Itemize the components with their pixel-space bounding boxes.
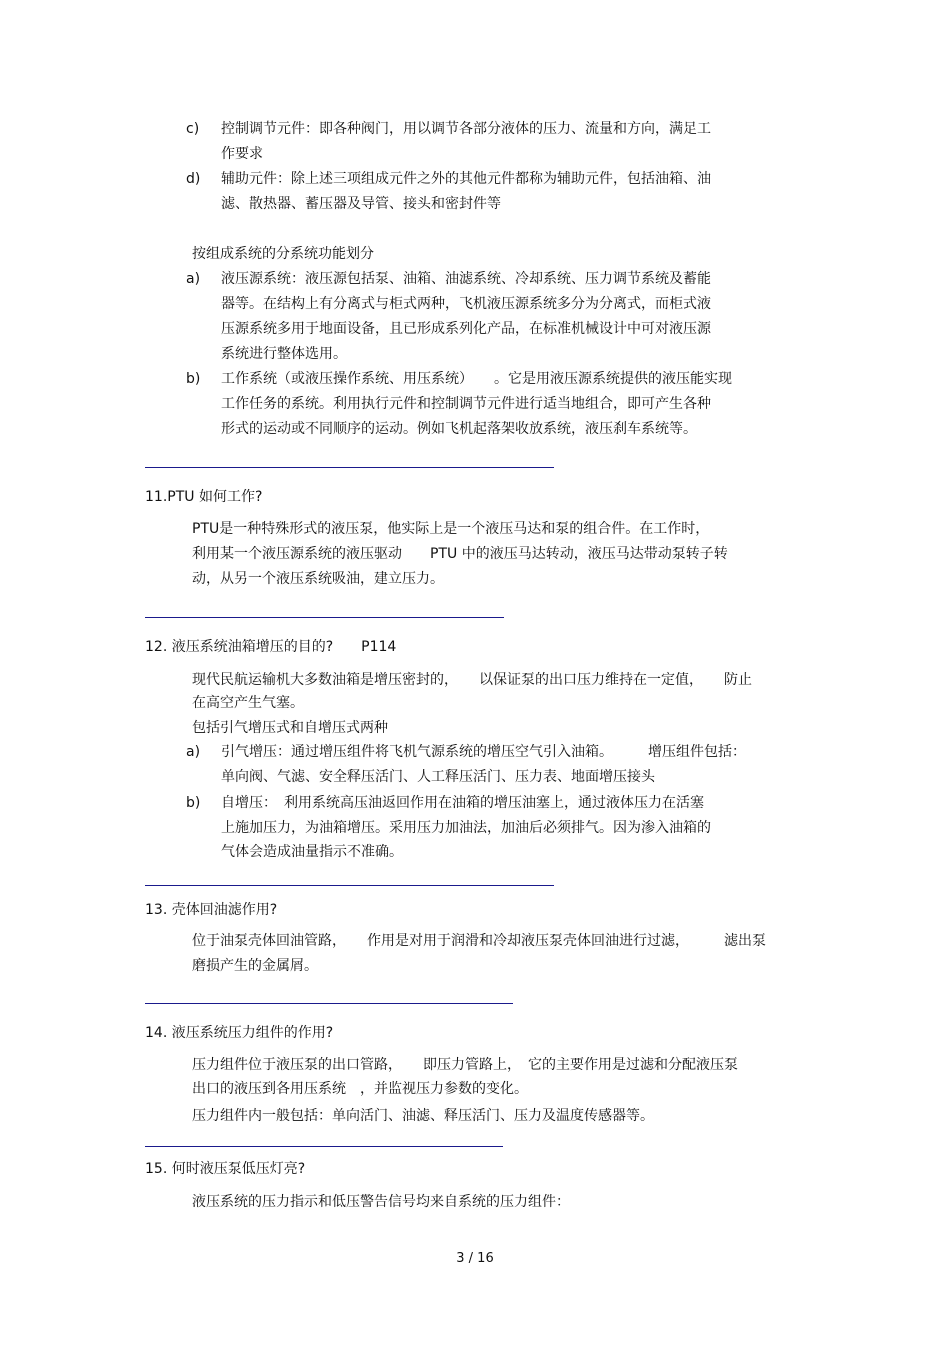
- divider-rule: [145, 1146, 503, 1147]
- item-c-line1: 控制调节元件：即各种阀门，用以调节各部分液体的压力、流量和方向，满足工: [221, 121, 711, 137]
- q13-line1: 位于油泵壳体回油管路， 作用是对用于润滑和冷却液压泵壳体回油进行过滤， 滤出泵: [192, 933, 766, 949]
- divider-rule: [145, 1003, 513, 1004]
- list-marker-a: a): [186, 271, 201, 287]
- item-c-line2: 作要求: [221, 146, 263, 162]
- q12-line1: 现代民航运输机大多数油箱是增压密封的， 以保证泵的出口压力维持在一定值， 防止: [192, 672, 752, 688]
- page-number: 3 / 16: [456, 1251, 494, 1266]
- list-marker-b: b): [186, 795, 201, 811]
- divider-rule: [145, 885, 554, 886]
- q11-line3: 动，从另一个液压系统吸油，建立压力。: [192, 571, 444, 587]
- q14-line3: 压力组件内一般包括：单向活门、油滤、释压活门、压力及温度传感器等。: [192, 1108, 654, 1124]
- q12-b-line3: 气体会造成油量指示不准确。: [221, 844, 403, 860]
- list-marker-c: c): [186, 121, 200, 137]
- subsystem-a-line4: 系统进行整体选用。: [221, 346, 347, 362]
- subsystem-b-line1: 工作系统（或液压操作系统、用压系统） 。它是用液压源系统提供的液压能实现: [221, 371, 732, 387]
- question-12-title: 12. 液压系统油箱增压的目的? P114: [145, 639, 397, 655]
- question-15-title: 15. 何时液压泵低压灯亮?: [145, 1161, 306, 1177]
- q12-line3: 包括引气增压式和自增压式两种: [192, 720, 388, 736]
- q12-a-line2: 单向阀、气滤、安全释压活门、人工释压活门、压力表、地面增压接头: [221, 769, 655, 785]
- q11-line2: 利用某一个液压源系统的液压驱动 PTU 中的液压马达转动，液压马达带动泵转子转: [192, 546, 728, 562]
- subsystem-a-line2: 器等。在结构上有分离式与柜式两种，飞机液压源系统多分为分离式，而柜式液: [221, 296, 711, 312]
- q12-a-line1: 引气增压：通过增压组件将飞机气源系统的增压空气引入油箱。 增压组件包括：: [221, 744, 746, 760]
- subsystem-a-line1: 液压源系统：液压源包括泵、油箱、油滤系统、冷却系统、压力调节系统及蓄能: [221, 271, 711, 287]
- q12-b-line1: 自增压： 利用系统高压油返回作用在油箱的增压油塞上，通过液体压力在活塞: [221, 795, 704, 811]
- question-13-title: 13. 壳体回油滤作用?: [145, 902, 278, 918]
- list-marker-b: b): [186, 371, 201, 387]
- q11-line1: PTU是一种特殊形式的液压泵，他实际上是一个液压马达和泵的组合件。在工作时，: [192, 521, 710, 537]
- q12-b-line2: 上施加压力，为油箱增压。采用压力加油法，加油后必须排气。因为渗入油箱的: [221, 820, 711, 836]
- q13-line2: 磨损产生的金属屑。: [192, 958, 318, 974]
- list-marker-d: d): [186, 171, 201, 187]
- subsystem-b-line3: 形式的运动或不同顺序的运动。例如飞机起落架收放系统，液压刹车系统等。: [221, 421, 697, 437]
- subsystem-b-line2: 工作任务的系统。利用执行元件和控制调节元件进行适当地组合，即可产生各种: [221, 396, 711, 412]
- question-14-title: 14. 液压系统压力组件的作用?: [145, 1025, 334, 1041]
- q14-line1: 压力组件位于液压泵的出口管路， 即压力管路上， 它的主要作用是过滤和分配液压泵: [192, 1057, 738, 1073]
- q12-line2: 在高空产生气塞。: [192, 695, 304, 711]
- q14-line2: 出口的液压到各用压系统 ，并监视压力参数的变化。: [192, 1081, 528, 1097]
- divider-rule: [145, 467, 554, 468]
- item-d-line2: 滤、散热器、蓄压器及导管、接头和密封件等: [221, 196, 501, 212]
- divider-rule: [145, 617, 504, 618]
- question-11-title: 11.PTU 如何工作?: [145, 489, 263, 505]
- item-d-line1: 辅助元件：除上述三项组成元件之外的其他元件都称为辅助元件，包括油箱、油: [221, 171, 711, 187]
- subsystem-heading: 按组成系统的分系统功能划分: [192, 246, 374, 262]
- subsystem-a-line3: 压源系统多用于地面设备，且已形成系列化产品，在标准机械设计中可对液压源: [221, 321, 711, 337]
- list-marker-a: a): [186, 744, 201, 760]
- q15-line1: 液压系统的压力指示和低压警告信号均来自系统的压力组件：: [192, 1194, 570, 1210]
